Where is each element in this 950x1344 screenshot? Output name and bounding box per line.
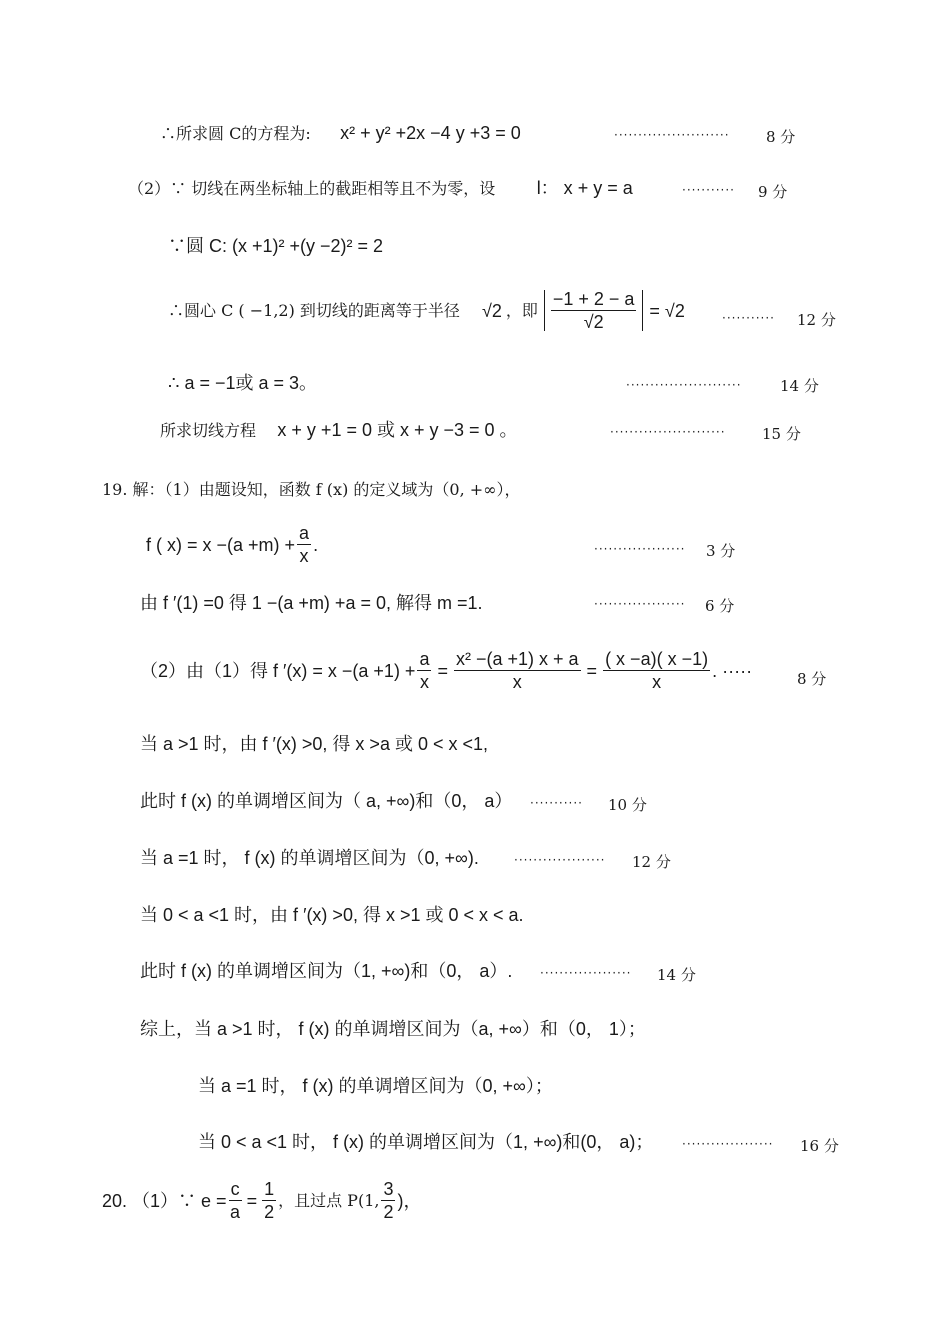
case-a-between-0-1-interval: 此时 f (x) 的单调增区间为（1, +∞)和（0， a）. bbox=[140, 961, 513, 981]
math-expression: x + y +1 = 0 或 x + y −3 = 0 。 bbox=[277, 420, 518, 440]
solution-line-circle-equation bbox=[160, 124, 521, 143]
leader-dots: ··················· bbox=[594, 542, 686, 556]
line-text: ∴圆心 C ( −1,2) 到切线的距离等于半径 bbox=[168, 300, 460, 320]
leader-dots: ························ bbox=[610, 425, 726, 439]
case-a-between-0-1: 当 0 < a <1 时，由 f ′(x) >0, 得 x >1 或 0 < x < a. bbox=[140, 905, 524, 925]
score-label: 12 分 bbox=[632, 853, 671, 871]
fraction-denominator: x bbox=[419, 672, 429, 692]
solution-line-distance-condition bbox=[168, 290, 685, 331]
line-text: ，且过点 P(1, bbox=[278, 1190, 380, 1210]
summary-case-3: 当 0 < a <1 时， f (x) 的单调增区间为（1, +∞)和(0， a)； bbox=[198, 1132, 654, 1152]
fraction-denominator: x bbox=[299, 546, 309, 566]
line-text: （2）∵ 切线在两坐标轴上的截距相等且不为零，设 bbox=[128, 179, 496, 198]
case-a-greater-1: 当 a >1 时，由 f ′(x) >0, 得 x >a 或 0 < x <1, bbox=[140, 734, 489, 754]
problem-20-intro bbox=[102, 1180, 421, 1221]
math-expression: x² + y² +2x −4 y +3 = 0 bbox=[340, 123, 521, 143]
fraction-denominator: 2 bbox=[264, 1202, 275, 1222]
fraction-denominator: x bbox=[512, 672, 522, 692]
score-label: 10 分 bbox=[608, 796, 647, 814]
fraction-numerator: a bbox=[299, 523, 310, 543]
leader-dots: ··········· bbox=[682, 183, 735, 197]
math-expression: = bbox=[246, 1190, 258, 1211]
solution-line-circle-standard-form bbox=[168, 237, 383, 256]
fraction-numerator: −1 + 2 − a bbox=[552, 289, 635, 309]
score-label: 15 分 bbox=[762, 425, 801, 443]
line-text: ，即 bbox=[505, 300, 538, 320]
absolute-value-expression bbox=[544, 290, 644, 331]
sqrt-expression: √2 bbox=[481, 300, 502, 321]
case-a-equal-1: 当 a =1 时， f (x) 的单调增区间为（0, +∞). bbox=[140, 848, 479, 868]
fraction bbox=[381, 1180, 395, 1221]
summary-case-1: 综上，当 a >1 时， f (x) 的单调增区间为（a, +∞）和（0， 1）； bbox=[140, 1019, 646, 1039]
solution-line-derivative bbox=[146, 524, 318, 565]
fraction-denominator: 2 bbox=[383, 1202, 394, 1222]
fraction-numerator: x² −(a +1) x + a bbox=[455, 649, 579, 669]
score-label: 12 分 bbox=[797, 311, 836, 329]
math-expression: = √2 bbox=[649, 300, 685, 321]
math-expression: 20. （1）∵ e = bbox=[102, 1190, 227, 1211]
math-expression: ∴ a = −1或 a = 3。 bbox=[168, 373, 318, 393]
fraction bbox=[454, 650, 581, 691]
fraction bbox=[229, 1180, 242, 1221]
solution-line-solve-m: 由 f ′(1) =0 得 1 −(a +m) +a = 0, 解得 m =1. bbox=[140, 593, 483, 613]
fraction bbox=[417, 650, 431, 691]
score-label: 14 分 bbox=[657, 966, 696, 984]
fraction bbox=[262, 1180, 276, 1221]
fraction-denominator: x bbox=[652, 672, 662, 692]
score-label: 3 分 bbox=[706, 542, 736, 560]
line-text: 所求切线方程 bbox=[160, 421, 257, 440]
fraction bbox=[551, 290, 637, 331]
score-label: 14 分 bbox=[780, 377, 819, 395]
leader-dots: ··········· bbox=[530, 796, 583, 810]
solution-line-derivative-factored: （2）由（1）得 f ′(x) = x −(a +1) + $\frac{a}{x}$ = $\frac{\text{x² −(a +1) x + a}}{x}$ = $\frac{( x -a)( x -1)}{x}$ . ····· bbox=[140, 649, 753, 692]
score-label: 8 分 bbox=[797, 670, 827, 688]
leader-dots: ························ bbox=[614, 128, 730, 142]
summary-case-2: 当 a =1 时， f (x) 的单调增区间为（0, +∞）； bbox=[198, 1076, 553, 1096]
fraction-numerator: c bbox=[230, 1179, 240, 1199]
leader-dots: ························ bbox=[626, 378, 742, 392]
case-a-greater-1-interval: 此时 f (x) 的单调增区间为（ a, +∞)和（0， a） bbox=[140, 791, 513, 811]
math-expression: )， bbox=[397, 1190, 422, 1211]
fraction-numerator: 3 bbox=[383, 1179, 394, 1199]
math-expression: . bbox=[313, 534, 319, 555]
math-expression: （2）由（1）得 f ′(x) = x −(a +1) + bbox=[140, 660, 416, 681]
solution-line-tangent-assumption bbox=[128, 179, 633, 198]
leader-dots: ··················· bbox=[682, 1137, 774, 1151]
fraction bbox=[603, 650, 710, 691]
score-label: 9 分 bbox=[758, 183, 788, 201]
score-label: 6 分 bbox=[705, 597, 735, 615]
problem-19-intro: 19. 解：（1）由题设知，函数 f (x) 的定义域为（0, +∞）， bbox=[102, 480, 521, 499]
line-text: ∴所求圆 C的方程为: bbox=[160, 124, 311, 143]
math-expression: f ( x) = x −(a +m) + bbox=[146, 534, 296, 555]
score-label: 16 分 bbox=[800, 1137, 839, 1155]
leader-dots: ··········· bbox=[722, 311, 775, 325]
score-label: 8 分 bbox=[766, 128, 796, 146]
fraction-numerator: 1 bbox=[264, 1179, 275, 1199]
leader-dots: ··················· bbox=[540, 966, 632, 980]
fraction-numerator: ( x −a)( x −1) bbox=[605, 649, 709, 669]
math-expression: l： x + y = a bbox=[536, 178, 633, 198]
solution-line-a-values bbox=[168, 374, 317, 393]
fraction-denominator: √2 bbox=[583, 312, 604, 332]
solution-line-tangent-equations bbox=[160, 421, 518, 440]
leader-dots: ··················· bbox=[594, 597, 686, 611]
math-expression: ∵圆 C: (x +1)² +(y −2)² = 2 bbox=[168, 236, 384, 256]
math-expression: . ····· bbox=[712, 660, 753, 681]
fraction-denominator: a bbox=[230, 1202, 241, 1222]
leader-dots: ··················· bbox=[514, 853, 606, 867]
fraction bbox=[297, 524, 311, 565]
fraction-numerator: a bbox=[419, 649, 430, 669]
